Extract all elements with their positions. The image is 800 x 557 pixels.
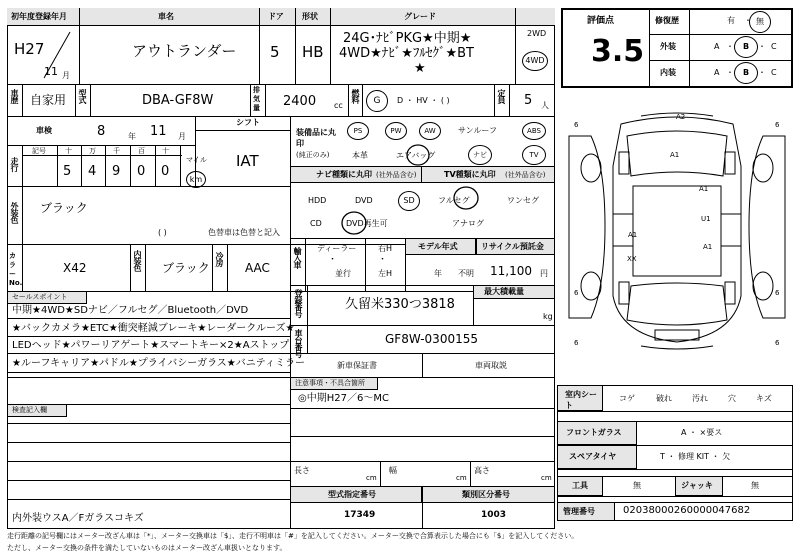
control-label: 管理番号	[563, 507, 595, 516]
spare-value: T ・ 修理 KIT ・ 欠	[660, 452, 731, 461]
interior-grade-c: C	[771, 68, 777, 77]
recycle-label: リサイクル預託金	[481, 242, 544, 251]
shape-label: 形状	[302, 12, 318, 21]
windshield-value: A ・ ×要ス	[681, 428, 723, 437]
notes-label: 注意事項・不具合箇所	[295, 379, 365, 387]
drive-4wd: 4WD	[522, 51, 548, 71]
recycle-value: 11,100	[490, 264, 532, 278]
interior-color-value: ブラック	[162, 261, 210, 275]
nav-dvd-play: DVD再生可	[346, 219, 388, 228]
diag-wheel-6: 6	[574, 339, 579, 347]
max-load-label: 最大積載量	[484, 287, 524, 296]
equip-airbag: エアバッグ	[396, 151, 436, 160]
sales-line: 中期★4WD★SDナビ／フルセグ／Bluetooth／DVD	[12, 305, 249, 316]
first-reg-label: 初年度登録年月	[11, 12, 67, 21]
seat-option: 汚れ	[692, 394, 708, 403]
car-name-label: 車名	[158, 12, 174, 21]
tv-fullseg: フルセグ	[438, 196, 470, 205]
diag-a1-front: A1	[670, 151, 680, 159]
chassis-value: GF8W-0300155	[385, 332, 478, 346]
month-unit: 月	[62, 71, 70, 80]
nav-hdd: HDD	[308, 196, 327, 205]
exterior-color-paren: ( )	[158, 228, 167, 237]
exterior-grade-label: 外装	[660, 42, 676, 51]
diag-a1-right-front: A1	[699, 185, 709, 193]
import-left: 左H	[378, 269, 393, 278]
equip-navi: ナビ	[468, 145, 492, 165]
tv-note: (社外品含む)	[505, 171, 546, 179]
fuel-others: D ・ HV ・ ( )	[397, 96, 450, 105]
nav-cd: CD	[310, 219, 322, 228]
repair-none: 無	[749, 11, 771, 33]
mileage-col-label: 千	[113, 147, 120, 155]
mileage-digit: 0	[137, 164, 146, 179]
length-label: 長さ	[294, 466, 310, 475]
dot: ・	[378, 255, 388, 265]
mileage-digit: 9	[112, 164, 121, 179]
car-name: アウトランダー	[132, 42, 237, 60]
dot: ・	[744, 16, 752, 25]
registration-value: 久留米330つ3818	[345, 297, 455, 312]
equip-tv: TV	[522, 145, 546, 165]
model-year-unit: 年	[434, 269, 442, 278]
grade-line2: 4WD★ﾅﾋﾞ★ﾌﾙｾｸﾞ★BT	[339, 46, 474, 61]
mileage-digit: 4	[88, 164, 97, 179]
model-year-unknown: 不明	[458, 269, 474, 278]
equipment-sublabel: (純正のみ)	[296, 151, 330, 159]
color-no-label: カラーNo.	[9, 252, 23, 287]
class-number-label: 類別区分番号	[462, 490, 510, 499]
control-value: 02038000260000047682	[623, 505, 751, 516]
mileage-digit: 5	[63, 164, 72, 179]
exterior-color-value: ブラック	[40, 201, 88, 215]
first-reg-year: H27	[14, 40, 45, 58]
nav-dvd: DVD	[355, 196, 373, 205]
exterior-color-note: 色替車は色替と記入	[208, 228, 280, 237]
exterior-color-label: 外装色	[10, 202, 19, 223]
ac-value: AAC	[245, 261, 270, 275]
shift-value: IAT	[236, 152, 259, 170]
diag-a1-right: A1	[703, 243, 713, 251]
displacement-label: 排気量	[253, 86, 260, 112]
first-reg-month: 11	[44, 65, 58, 78]
fullseg-circle	[452, 185, 480, 211]
diag-a2: A2	[676, 113, 686, 121]
doors: 5	[270, 43, 280, 61]
grade-line3: ★	[414, 61, 426, 76]
equip-pw: PW	[385, 122, 407, 140]
grade-line1: 24G･ﾅﾋﾞPKG★中期★	[343, 31, 472, 46]
seat-option: キズ	[756, 394, 772, 403]
seat-option: 破れ	[656, 394, 672, 403]
nav-sd: SD	[398, 191, 420, 211]
length-unit: cm	[366, 474, 377, 482]
fuel-g: G	[366, 90, 388, 112]
dot: ・	[328, 255, 338, 265]
drive-2wd: 2WD	[527, 29, 547, 38]
jack-value: 無	[751, 481, 759, 490]
dot: ・	[726, 68, 734, 77]
dot: ・	[758, 68, 766, 77]
mileage-col-label: 十	[65, 147, 72, 155]
exterior-grade-c: C	[771, 42, 777, 51]
footer-line2: ただし、メーター交換の条件を満たしていないものはメーター改ざん車扱いとなります。	[7, 544, 287, 552]
jack-label: ジャッキ	[681, 481, 713, 490]
mileage-col-label: 万	[89, 147, 96, 155]
diag-wheel-6: 6	[775, 289, 780, 297]
exterior-grade-b: B	[734, 36, 758, 58]
grade-label: グレード	[404, 12, 436, 21]
import-dealer: ディーラー	[317, 244, 357, 253]
import-right: 右H	[378, 244, 393, 253]
capacity: 5	[524, 93, 533, 108]
diag-u1: U1	[701, 215, 711, 223]
exterior-grade-a: A	[714, 42, 720, 51]
capacity-label: 定員	[497, 89, 506, 103]
inspection-month: 11	[150, 124, 167, 139]
repair-yes: 有	[727, 16, 735, 25]
mileage-col-label: 百	[138, 147, 145, 155]
kg-unit: kg	[543, 312, 553, 321]
inspection-label: 車検	[36, 126, 52, 135]
recycle-unit: 円	[540, 269, 548, 278]
import-parallel: 並行	[335, 269, 351, 278]
airbag-circle	[405, 143, 431, 167]
sales-line: ★バックカメラ★ETC★衝突軽減ブレーキ★レーダークルーズ★	[12, 323, 295, 334]
interior-grade-b: B	[734, 62, 758, 84]
nav-note: (社外品含む)	[376, 171, 417, 179]
displacement: 2400	[283, 94, 317, 109]
mileage-label: 走行	[10, 157, 19, 171]
equipment-label: 装備品に丸印	[296, 128, 336, 148]
tv-label: TV種類に丸印	[444, 170, 496, 179]
mileage-symbol-label: 記号	[32, 147, 46, 155]
interior-grade-label: 内装	[660, 68, 676, 77]
repair-label: 修復歴	[655, 16, 679, 25]
ac-label: 冷房	[215, 252, 224, 266]
capacity-unit: 人	[541, 101, 549, 110]
mileage-col-label: 十	[162, 147, 169, 155]
notes-value: ◎中期H27／6～MC	[298, 393, 389, 404]
height-label: 高さ	[474, 466, 490, 475]
width-unit: cm	[456, 474, 467, 482]
equip-ps: PS	[347, 122, 369, 140]
mileage-digit: 0	[161, 164, 170, 179]
diag-xx: XX	[627, 255, 637, 263]
equip-sunroof: サンルーフ	[458, 126, 497, 135]
equip-abs: ABS	[522, 122, 546, 140]
equip-leather: 本革	[352, 151, 368, 160]
tools-label: 工具	[572, 481, 588, 490]
seat-option: 穴	[728, 394, 736, 403]
sales-line: ★ルーフキャリア★パドル★プライバシーガラス★バニティミラー	[12, 358, 305, 369]
manual-label: 車両取説	[475, 361, 507, 370]
height-unit: cm	[541, 474, 552, 482]
shape: HB	[302, 43, 324, 61]
fuel-label: 燃料	[351, 89, 360, 103]
import-label: 輸入車	[293, 247, 302, 268]
diag-wheel-6: 6	[574, 289, 579, 297]
chassis-label: 車台番号	[294, 329, 303, 357]
shift-label: シフト	[236, 118, 260, 127]
car-damage-diagram	[561, 106, 793, 352]
model-year-label: モデル年式	[418, 242, 458, 251]
type-number-value: 17349	[344, 510, 376, 520]
color-no-value: X42	[63, 261, 87, 275]
spare-label: スペアタイヤ	[569, 452, 617, 461]
door-label: ドア	[268, 12, 284, 21]
model: DBA-GF8W	[142, 93, 214, 108]
footer-line1: 走行距離の記号欄にはメーター改ざん車は「*」、メーター交換車は「$」、走行不明車は「#」を記入してください。メーター交換で合算表示した場合にも「$」を記入してください。	[7, 532, 579, 540]
interior-color-label: 内装色	[133, 250, 142, 271]
registration-label: 登録番号	[294, 289, 303, 317]
inspection-notes-label: 検査記入欄	[12, 406, 47, 414]
diag-wheel-6: 6	[775, 339, 780, 347]
usage-label: 車歴	[10, 89, 19, 103]
inspection-year-unit: 年	[128, 132, 136, 141]
sales-point-label: セールスポイント	[12, 293, 68, 301]
type-number-label: 型式指定番号	[328, 490, 376, 499]
diag-a1-left: A1	[628, 231, 638, 239]
tv-oneseg: ワンセグ	[507, 196, 539, 205]
tv-analog: アナログ	[452, 219, 484, 228]
dot: ・	[758, 42, 766, 51]
inspection-notes-value: 内外装ウスA／Fガラスコキズ	[12, 513, 144, 524]
tools-value: 無	[633, 481, 641, 490]
score-label: 評価点	[587, 16, 615, 26]
windshield-label: フロントガラス	[566, 428, 622, 437]
width-label: 幅	[389, 466, 397, 475]
km-unit: km	[186, 171, 206, 188]
usage: 自家用	[30, 93, 67, 107]
seat-label: 室内シート	[565, 390, 597, 410]
interior-grade-a: A	[714, 68, 720, 77]
sales-line: LEDヘッド★パワーリアゲート★スマートキー×2★Aストップ	[12, 340, 290, 351]
new-warranty-label: 新車保証書	[337, 361, 377, 370]
diag-wheel-6: 6	[574, 121, 579, 129]
diag-wheel-6: 6	[775, 121, 780, 129]
dot: ・	[726, 42, 734, 51]
inspection-year: 8	[97, 124, 106, 139]
nav-label: ナビ種類に丸印	[316, 170, 372, 179]
mile-label: マイル	[186, 156, 207, 164]
model-label: 型式	[78, 89, 87, 103]
score-value: 3.5	[591, 34, 645, 69]
dvd-play-circle	[340, 210, 368, 236]
cc-unit: cc	[334, 101, 343, 110]
class-number-value: 1003	[481, 510, 507, 520]
equip-aw: AW	[419, 122, 441, 140]
inspection-month-unit: 月	[178, 132, 186, 141]
seat-option: コゲ	[619, 394, 635, 403]
